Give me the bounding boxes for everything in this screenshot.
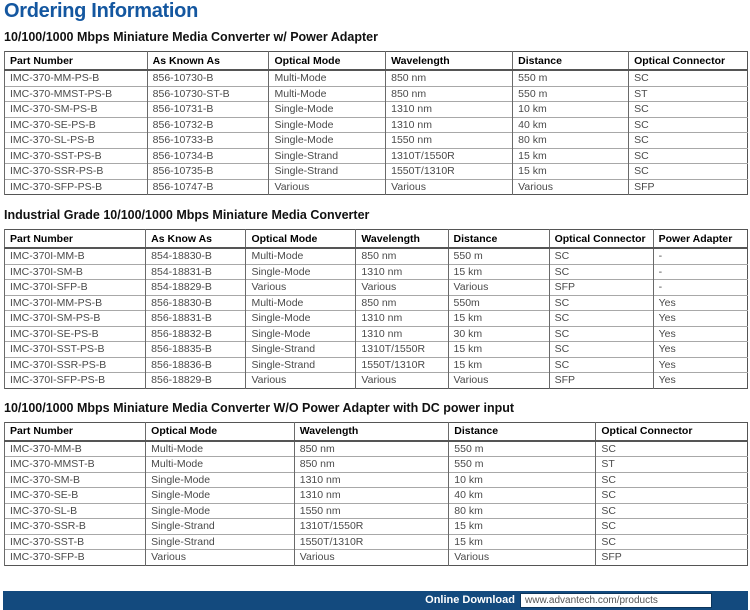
table-row [5, 373, 748, 389]
column-header: As Know As [146, 230, 246, 249]
table-cell: Various [246, 373, 356, 389]
table-cell: 1310 nm [356, 264, 448, 280]
table-cell: 1310T/1550R [294, 519, 449, 535]
table-cell: Single-Mode [246, 311, 356, 327]
table-row [5, 248, 748, 264]
table-cell: Multi-Mode [146, 457, 295, 473]
table-cell: Various [513, 179, 629, 195]
column-header: Wavelength [294, 422, 449, 441]
table-cell: IMC-370I-SST-PS-B [5, 342, 146, 358]
table-cell: SC [629, 102, 748, 118]
table-cell: ST [596, 457, 748, 473]
table-cell: IMC-370-MMST-B [5, 457, 146, 473]
column-header: Part Number [5, 52, 148, 71]
section-heading: Industrial Grade 10/100/1000 Mbps Miniature Media Converter [4, 208, 370, 222]
table-cell: 1310 nm [386, 117, 513, 133]
table-cell: SC [629, 133, 748, 149]
table-cell: SC [596, 519, 748, 535]
table-cell: IMC-370I-MM-B [5, 248, 146, 264]
table-cell: Single-Mode [269, 133, 386, 149]
section-heading: 10/100/1000 Mbps Miniature Media Converter w/ Power Adapter [4, 30, 378, 44]
table-cell: 856-18829-B [146, 373, 246, 389]
table-cell: 15 km [448, 357, 549, 373]
table-cell: Yes [653, 373, 747, 389]
table-cell: 1310T/1550R [356, 342, 448, 358]
table-cell: 1310 nm [294, 472, 449, 488]
online-download-bar [3, 591, 748, 610]
table-cell: Yes [653, 326, 747, 342]
table-cell: SC [596, 488, 748, 504]
table-cell: 1550 nm [386, 133, 513, 149]
column-header: Optical Connector [596, 422, 748, 441]
table-cell: Various [146, 550, 295, 566]
table-row [5, 326, 748, 342]
table-cell: - [653, 264, 747, 280]
table-cell: 15 km [449, 519, 596, 535]
table-cell: Various [246, 280, 356, 296]
table-cell: SFP [629, 179, 748, 195]
table-cell: IMC-370-SE-PS-B [5, 117, 148, 133]
table-cell: Single-Mode [146, 488, 295, 504]
column-header: Optical Mode [269, 52, 386, 71]
table-cell: 1550T/1310R [356, 357, 448, 373]
table-cell: Multi-Mode [246, 295, 356, 311]
table-cell: 550 m [448, 248, 549, 264]
table-cell: 850 nm [294, 457, 449, 473]
section-wo-power-adapter [4, 402, 748, 566]
table-cell: 856-10730-ST-B [147, 86, 269, 102]
section-power-adapter [4, 31, 748, 195]
table-cell: IMC-370I-SSR-PS-B [5, 357, 146, 373]
table-cell: IMC-370-SFP-B [5, 550, 146, 566]
table-cell: 15 km [513, 164, 629, 180]
table-cell: 15 km [448, 311, 549, 327]
table-row [5, 441, 748, 457]
table-cell: IMC-370I-SFP-B [5, 280, 146, 296]
header-row [5, 422, 748, 441]
table-cell: Single-Mode [269, 102, 386, 118]
table-cell: 550 m [513, 86, 629, 102]
column-header: Optical Connector [629, 52, 748, 71]
column-header: Part Number [5, 422, 146, 441]
table-row [5, 519, 748, 535]
table-cell: Various [269, 179, 386, 195]
table-cell: 10 km [513, 102, 629, 118]
table-row [5, 311, 748, 327]
table-cell: 1310 nm [356, 311, 448, 327]
table-cell: SC [629, 148, 748, 164]
table-cell: IMC-370-SM-PS-B [5, 102, 148, 118]
table-cell: 856-18832-B [146, 326, 246, 342]
table-cell: 15 km [449, 534, 596, 550]
table-cell: IMC-370-SFP-PS-B [5, 179, 148, 195]
table-cell: Single-Mode [246, 326, 356, 342]
table-cell: Various [386, 179, 513, 195]
table-cell: 1310T/1550R [386, 148, 513, 164]
table-cell: IMC-370-MM-PS-B [5, 70, 148, 86]
table-cell: Various [448, 280, 549, 296]
column-header: Distance [449, 422, 596, 441]
table-cell: SC [596, 441, 748, 457]
section-industrial-grade [4, 209, 748, 389]
table-cell: 15 km [513, 148, 629, 164]
table-row [5, 86, 748, 102]
table-cell: 1550T/1310R [294, 534, 449, 550]
table-cell: IMC-370I-MM-PS-B [5, 295, 146, 311]
table-cell: IMC-370-MM-B [5, 441, 146, 457]
table-cell: 854-18830-B [146, 248, 246, 264]
table-cell: SC [596, 534, 748, 550]
table-cell: 850 nm [386, 86, 513, 102]
table-cell: 550m [448, 295, 549, 311]
header-row [5, 52, 748, 71]
ordering-table-dc-input [4, 422, 748, 566]
table-cell: IMC-370-SST-PS-B [5, 148, 148, 164]
table-cell: 856-18830-B [146, 295, 246, 311]
table-cell: - [653, 248, 747, 264]
table-row [5, 102, 748, 118]
table-cell: 10 km [449, 472, 596, 488]
table-cell: 856-18831-B [146, 311, 246, 327]
table-row [5, 457, 748, 473]
table-cell: 40 km [449, 488, 596, 504]
table-cell: IMC-370I-SE-PS-B [5, 326, 146, 342]
table-cell: 856-10734-B [147, 148, 269, 164]
column-header: As Known As [147, 52, 269, 71]
table-cell: 850 nm [294, 441, 449, 457]
table-cell: 856-18835-B [146, 342, 246, 358]
table-cell: IMC-370-SSR-PS-B [5, 164, 148, 180]
table-cell: 856-10735-B [147, 164, 269, 180]
table-row [5, 488, 748, 504]
table-cell: 850 nm [356, 248, 448, 264]
table-cell: 1550T/1310R [386, 164, 513, 180]
table-cell: 856-10732-B [147, 117, 269, 133]
table-cell: Multi-Mode [269, 86, 386, 102]
table-cell: Single-Strand [146, 534, 295, 550]
table-row [5, 133, 748, 149]
table-cell: 80 km [513, 133, 629, 149]
table-cell: Various [449, 550, 596, 566]
table-cell: IMC-370-SL-B [5, 503, 146, 519]
table-row [5, 342, 748, 358]
table-row [5, 117, 748, 133]
online-download-label: Online Download [425, 594, 515, 606]
table-cell: 550 m [449, 457, 596, 473]
table-cell: IMC-370I-SFP-PS-B [5, 373, 146, 389]
column-header: Optical Mode [146, 422, 295, 441]
table-cell: IMC-370I-SM-B [5, 264, 146, 280]
table-cell: Single-Strand [269, 164, 386, 180]
table-cell: Yes [653, 311, 747, 327]
table-cell: IMC-370-MMST-PS-B [5, 86, 148, 102]
table-cell: Various [356, 280, 448, 296]
table-cell: 856-18836-B [146, 357, 246, 373]
table-row [5, 164, 748, 180]
column-header: Optical Mode [246, 230, 356, 249]
table-row [5, 179, 748, 195]
download-url-box[interactable]: www.advantech.com/products [520, 593, 712, 608]
table-cell: Single-Mode [146, 472, 295, 488]
table-cell: Single-Strand [246, 357, 356, 373]
table-cell: 15 km [448, 342, 549, 358]
section-heading: 10/100/1000 Mbps Miniature Media Converter W/O Power Adapter with DC power input [4, 400, 515, 415]
table-cell: Single-Mode [246, 264, 356, 280]
table-cell: ST [629, 86, 748, 102]
table-row [5, 264, 748, 280]
table-cell: 1310 nm [356, 326, 448, 342]
table-cell: Single-Strand [246, 342, 356, 358]
table-cell: 1310 nm [294, 488, 449, 504]
table-cell: SC [629, 70, 748, 86]
table-cell: 30 km [448, 326, 549, 342]
table-cell: IMC-370-SST-B [5, 534, 146, 550]
table-cell: Yes [653, 295, 747, 311]
table-cell: SFP [549, 373, 653, 389]
table-row [5, 70, 748, 86]
table-cell: Multi-Mode [146, 441, 295, 457]
table-cell: IMC-370-SM-B [5, 472, 146, 488]
table-cell: 80 km [449, 503, 596, 519]
table-row [5, 503, 748, 519]
table-cell: Single-Strand [146, 519, 295, 535]
table-cell: SC [549, 248, 653, 264]
column-header: Power Adapter [653, 230, 747, 249]
table-cell: Yes [653, 342, 747, 358]
table-cell: 856-10733-B [147, 133, 269, 149]
table-cell: SC [549, 295, 653, 311]
table-row [5, 148, 748, 164]
ordering-table-power-adapter [4, 51, 748, 195]
table-cell: SC [549, 264, 653, 280]
table-cell: SC [596, 472, 748, 488]
table-row [5, 357, 748, 373]
table-cell: 856-10731-B [147, 102, 269, 118]
table-cell: Single-Mode [269, 117, 386, 133]
header-row [5, 230, 748, 249]
table-row [5, 280, 748, 296]
table-cell: 854-18831-B [146, 264, 246, 280]
table-cell: SFP [549, 280, 653, 296]
column-header: Part Number [5, 230, 146, 249]
table-cell: Multi-Mode [246, 248, 356, 264]
column-header: Distance [513, 52, 629, 71]
table-cell: IMC-370-SSR-B [5, 519, 146, 535]
table-row [5, 550, 748, 566]
table-cell: Various [448, 373, 549, 389]
column-header: Wavelength [356, 230, 448, 249]
table-cell: SC [549, 326, 653, 342]
table-cell: IMC-370-SE-B [5, 488, 146, 504]
table-cell: SC [629, 117, 748, 133]
table-cell: SC [549, 311, 653, 327]
table-cell: 550 m [513, 70, 629, 86]
table-cell: 1310 nm [386, 102, 513, 118]
column-header: Wavelength [386, 52, 513, 71]
table-row [5, 534, 748, 550]
table-cell: SC [596, 503, 748, 519]
table-cell: Single-Strand [269, 148, 386, 164]
table-cell: 40 km [513, 117, 629, 133]
table-cell: SC [549, 357, 653, 373]
table-cell: 15 km [448, 264, 549, 280]
table-cell: SC [549, 342, 653, 358]
table-cell: - [653, 280, 747, 296]
page-title: Ordering Information [4, 0, 199, 22]
table-cell: Various [294, 550, 449, 566]
table-cell: 850 nm [386, 70, 513, 86]
table-row [5, 472, 748, 488]
table-cell: SFP [596, 550, 748, 566]
table-cell: 1550 nm [294, 503, 449, 519]
table-cell: Single-Mode [146, 503, 295, 519]
table-cell: 550 m [449, 441, 596, 457]
table-cell: Multi-Mode [269, 70, 386, 86]
table-cell: 856-10730-B [147, 70, 269, 86]
table-row [5, 295, 748, 311]
table-cell: 854-18829-B [146, 280, 246, 296]
table-cell: Various [356, 373, 448, 389]
table-cell: 850 nm [356, 295, 448, 311]
ordering-table-industrial [4, 229, 748, 389]
table-cell: IMC-370-SL-PS-B [5, 133, 148, 149]
column-header: Optical Connector [549, 230, 653, 249]
table-cell: Yes [653, 357, 747, 373]
column-header: Distance [448, 230, 549, 249]
table-cell: SC [629, 164, 748, 180]
table-cell: IMC-370I-SM-PS-B [5, 311, 146, 327]
table-cell: 856-10747-B [147, 179, 269, 195]
